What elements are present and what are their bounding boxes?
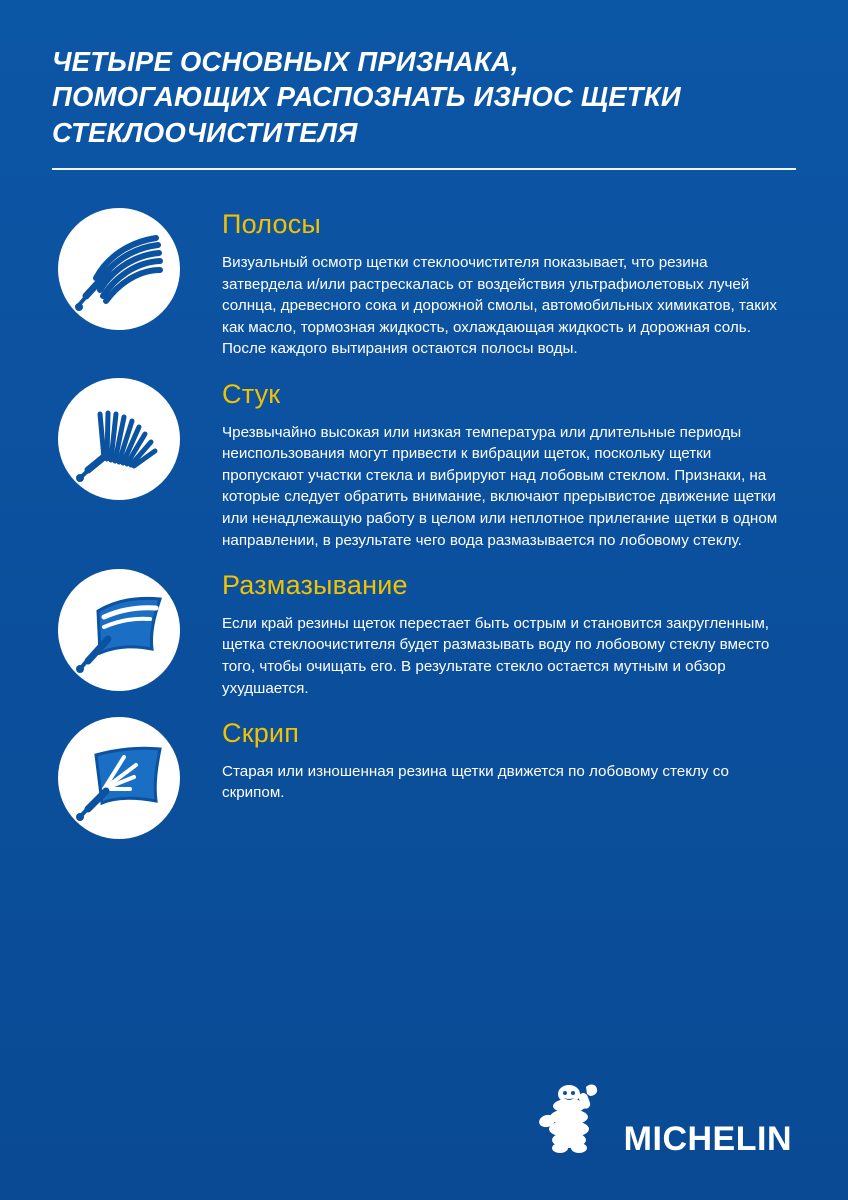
section-heading: Стук [222, 378, 281, 409]
text-column [222, 709, 796, 804]
footer [0, 1077, 848, 1160]
wiper-squeak-icon [74, 735, 164, 821]
page-title-line-3: СТЕКЛООЧИСТИТЕЛЯ [52, 116, 358, 148]
page-title [52, 44, 796, 150]
section-heading: Полосы [222, 209, 322, 240]
section-smearing [52, 561, 796, 699]
header [0, 0, 848, 170]
wiper-smearing-icon [74, 587, 164, 673]
section-heading: Скрип [222, 718, 300, 749]
icon-column [52, 200, 222, 330]
michelin-wordmark: MICHELIN [623, 1120, 792, 1158]
badge-smearing [58, 569, 180, 691]
page-title-line-2: ПОМОГАЮЩИХ РАСПОЗНАТЬ ИЗНОС ЩЕТКИ [52, 81, 681, 113]
section-chatter [52, 370, 796, 551]
section-heading: Размазывание [222, 570, 408, 601]
text-column [222, 561, 796, 699]
section-body: Если край резины щеток перестает быть острым и становится закругленным, щетка стеклоочистителя будет размазывать воду по лобовому стеклу вместо того, чтобы очищать его. В результате стекло остается мутным и обзор ухудшается. [222, 614, 770, 697]
section-body: Старая или изношенная резина щетки движется по лобовому стеклу со скрипом. [222, 762, 729, 802]
icon-column [52, 561, 222, 691]
sections-list [0, 170, 848, 839]
icon-column [52, 709, 222, 839]
text-column [222, 370, 796, 551]
section-body: Визуальный осмотр щетки стеклоочистителя показывает, что резина затвердела и/или растрескалась от воздействия ультрафиолетовых лучей солнца, древесного сока и дорожной смолы, автомобильных химикатов, таких как масло, тормозная жидкость, охлаждающая жидкость и дорожная соль. После каждого вытирания остаются полосы воды. [222, 254, 777, 358]
page-title-line-1: ЧЕТЫРЕ ОСНОВНЫХ ПРИЗНАКА, [52, 46, 519, 77]
wiper-chatter-icon [74, 396, 164, 482]
badge-chatter [58, 378, 180, 500]
badge-squeak [58, 717, 180, 839]
michelin-logo [536, 1077, 792, 1160]
badge-streaks [58, 208, 180, 330]
section-streaks [52, 200, 796, 360]
icon-column [52, 370, 222, 500]
title-divider [52, 168, 796, 170]
text-column [222, 200, 796, 360]
section-squeak [52, 709, 796, 839]
michelin-man-icon [536, 1077, 614, 1160]
wiper-streaks-icon [74, 226, 164, 312]
section-body: Чрезвычайно высокая или низкая температура или длительные периоды неиспользования могут привести к вибрации щеток, поскольку щетки пропускают участки стекла и вибрируют над лобовым стеклом. Признаки, на которые следует обратить внимание, включают прерывистое движение щетки или ненадлежащую работу в целом или неплотное прилегание щетки в одном направлении, в результате чего вода размазывается по лобовому стеклу. [222, 423, 778, 549]
